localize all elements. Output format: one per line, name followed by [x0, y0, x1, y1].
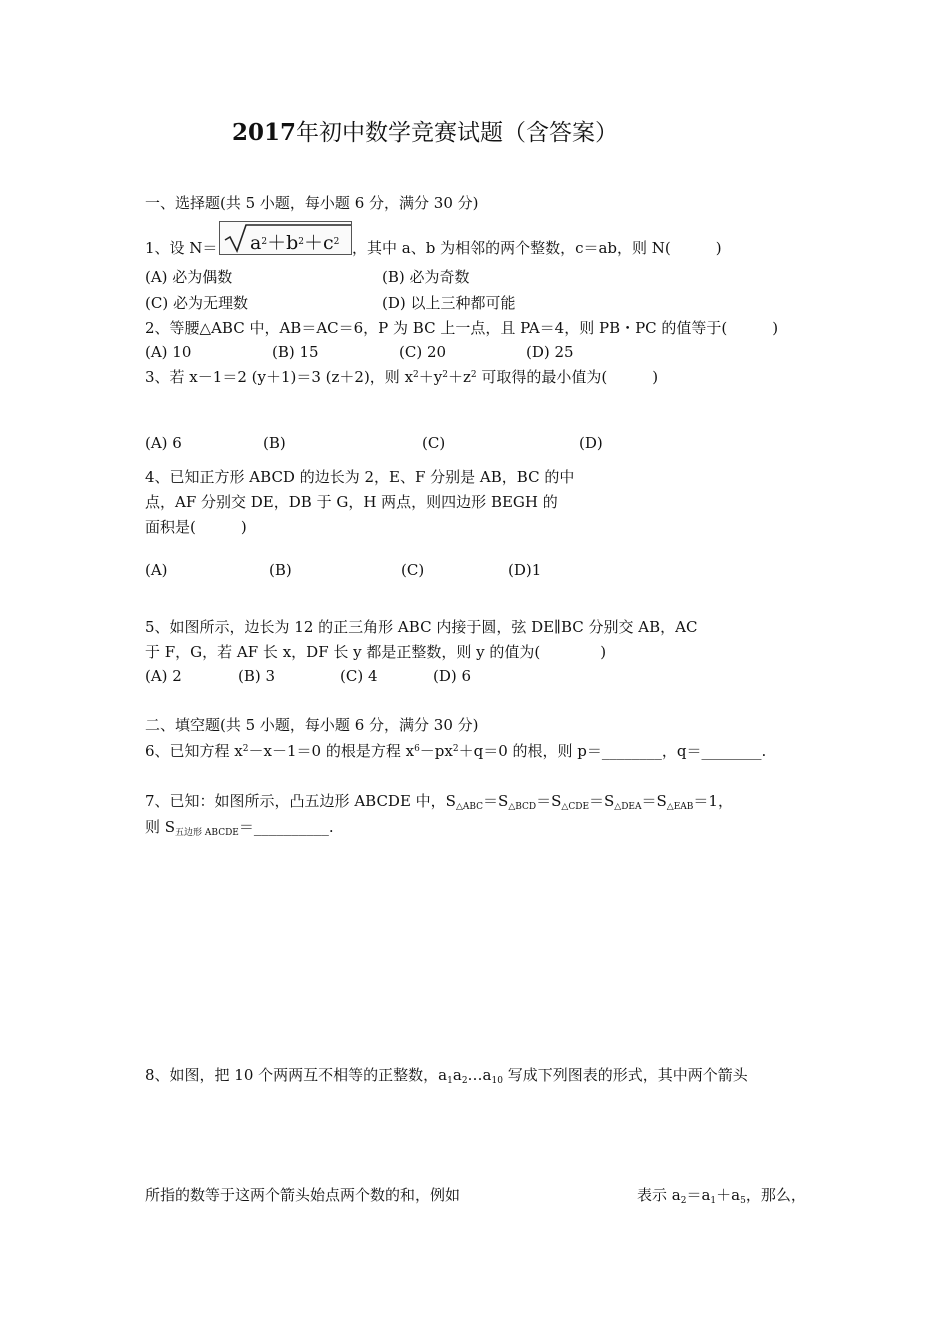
q5-option-b: (B) 3	[238, 667, 276, 685]
question-6-text: 6、已知方程 $x^2-x-1=0$ 的根是方程 $x^6-px^2+q=0$ 的根，则 p＝________，q＝________.	[145, 742, 767, 760]
question-5-line-2: 于 F，G，若 AF 长 x，DF 长 y 都是正整数，则 y 的值为( )	[145, 643, 607, 661]
question-1-prefix: 1、设 N＝	[145, 239, 218, 257]
page-title	[232, 121, 618, 145]
section-heading-fill: 二、填空题(共 5 小题，每小题 6 分，满分 30 分)	[145, 716, 479, 734]
question-3-text: 3、若 x－1＝2 (y＋1)＝3 (z＋2)，则 $x^2+y^2+z^2$ 可取得的最小值为( )	[145, 368, 659, 386]
question-8-line-1: 8、如图，把 10 个两两互不相等的正整数，$a_1a_2\dots a_{10}$ 写成下列图表的形式，其中两个箭头	[145, 1066, 748, 1086]
question-4-line-1: 4、已知正方形 ABCD 的边长为 2，E、F 分别是 AB，BC 的中	[145, 468, 575, 486]
q2-option-a: (A) 10	[145, 343, 192, 361]
q1-option-a: (A) 必为偶数	[145, 268, 233, 286]
q4-option-b: (B)	[269, 561, 292, 579]
question-5-line-1: 5、如图所示，边长为 12 的正三角形 ABC 内接于圆，弦 DE∥BC 分别交 AB，AC	[145, 618, 698, 636]
q2-option-d: (D) 25	[526, 343, 574, 361]
question-8-line-2: 所指的数等于这两个箭头始点两个数的和，例如	[145, 1186, 461, 1204]
question-1-text: ，其中 a、b 为相邻的两个整数，c＝ab，则 N( )	[352, 239, 722, 257]
q3-option-c: (C)	[422, 434, 446, 452]
q1-option-b: (B) 必为奇数	[382, 268, 470, 286]
question-4-line-2: 点，AF 分别交 DE，DB 于 G，H 两点，则四边形 BEGH 的	[145, 493, 558, 511]
formula-text: $a^2+b^2+c^2$	[250, 232, 340, 254]
question-7-line-2: 则 $S_{五边形 ABCDE}=\_\_\_\_\_\_\_\_\_\_$.	[145, 818, 334, 838]
question-8-line-2-right: 表示 $a_2=a_1+a_5$，那么，	[637, 1186, 806, 1206]
q5-option-d: (D) 6	[433, 667, 472, 685]
question-1-formula-image	[219, 221, 352, 255]
section-heading-choice: 一、选择题(共 5 小题，每小题 6 分，满分 30 分)	[145, 194, 479, 212]
q3-option-d: (D)	[579, 434, 603, 452]
q4-option-d: (D)1	[508, 561, 542, 579]
title-year: 2017	[232, 119, 297, 146]
q4-option-a: (A)	[145, 561, 168, 579]
question-7-line-1: 7、已知：如图所示，凸五边形 ABCDE 中，$S_{\triangle ABC}=S_{\triangle BCD}=S_{\triangle CDE}=S_{\triangle DEA}=S_{\triangle EAB}=1$，	[145, 792, 733, 812]
q5-option-a: (A) 2	[145, 667, 182, 685]
question-4-line-3: 面积是( )	[145, 518, 247, 536]
q1-option-d: (D) 以上三种都可能	[382, 294, 516, 312]
question-2-text: 2、等腰△ABC 中，AB＝AC＝6，P 为 BC 上一点，且 PA＝4，则 PB・PC 的值等于( )	[145, 319, 779, 337]
q2-option-b: (B) 15	[272, 343, 319, 361]
q1-option-c: (C) 必为无理数	[145, 294, 248, 312]
q5-option-c: (C) 4	[340, 667, 378, 685]
title-text: 年初中数学竞赛试题（含答案）	[296, 120, 619, 146]
q2-option-c: (C) 20	[399, 343, 447, 361]
q4-option-c: (C)	[401, 561, 425, 579]
q3-option-a: (A) 6	[145, 434, 182, 452]
q3-option-b: (B)	[263, 434, 286, 452]
